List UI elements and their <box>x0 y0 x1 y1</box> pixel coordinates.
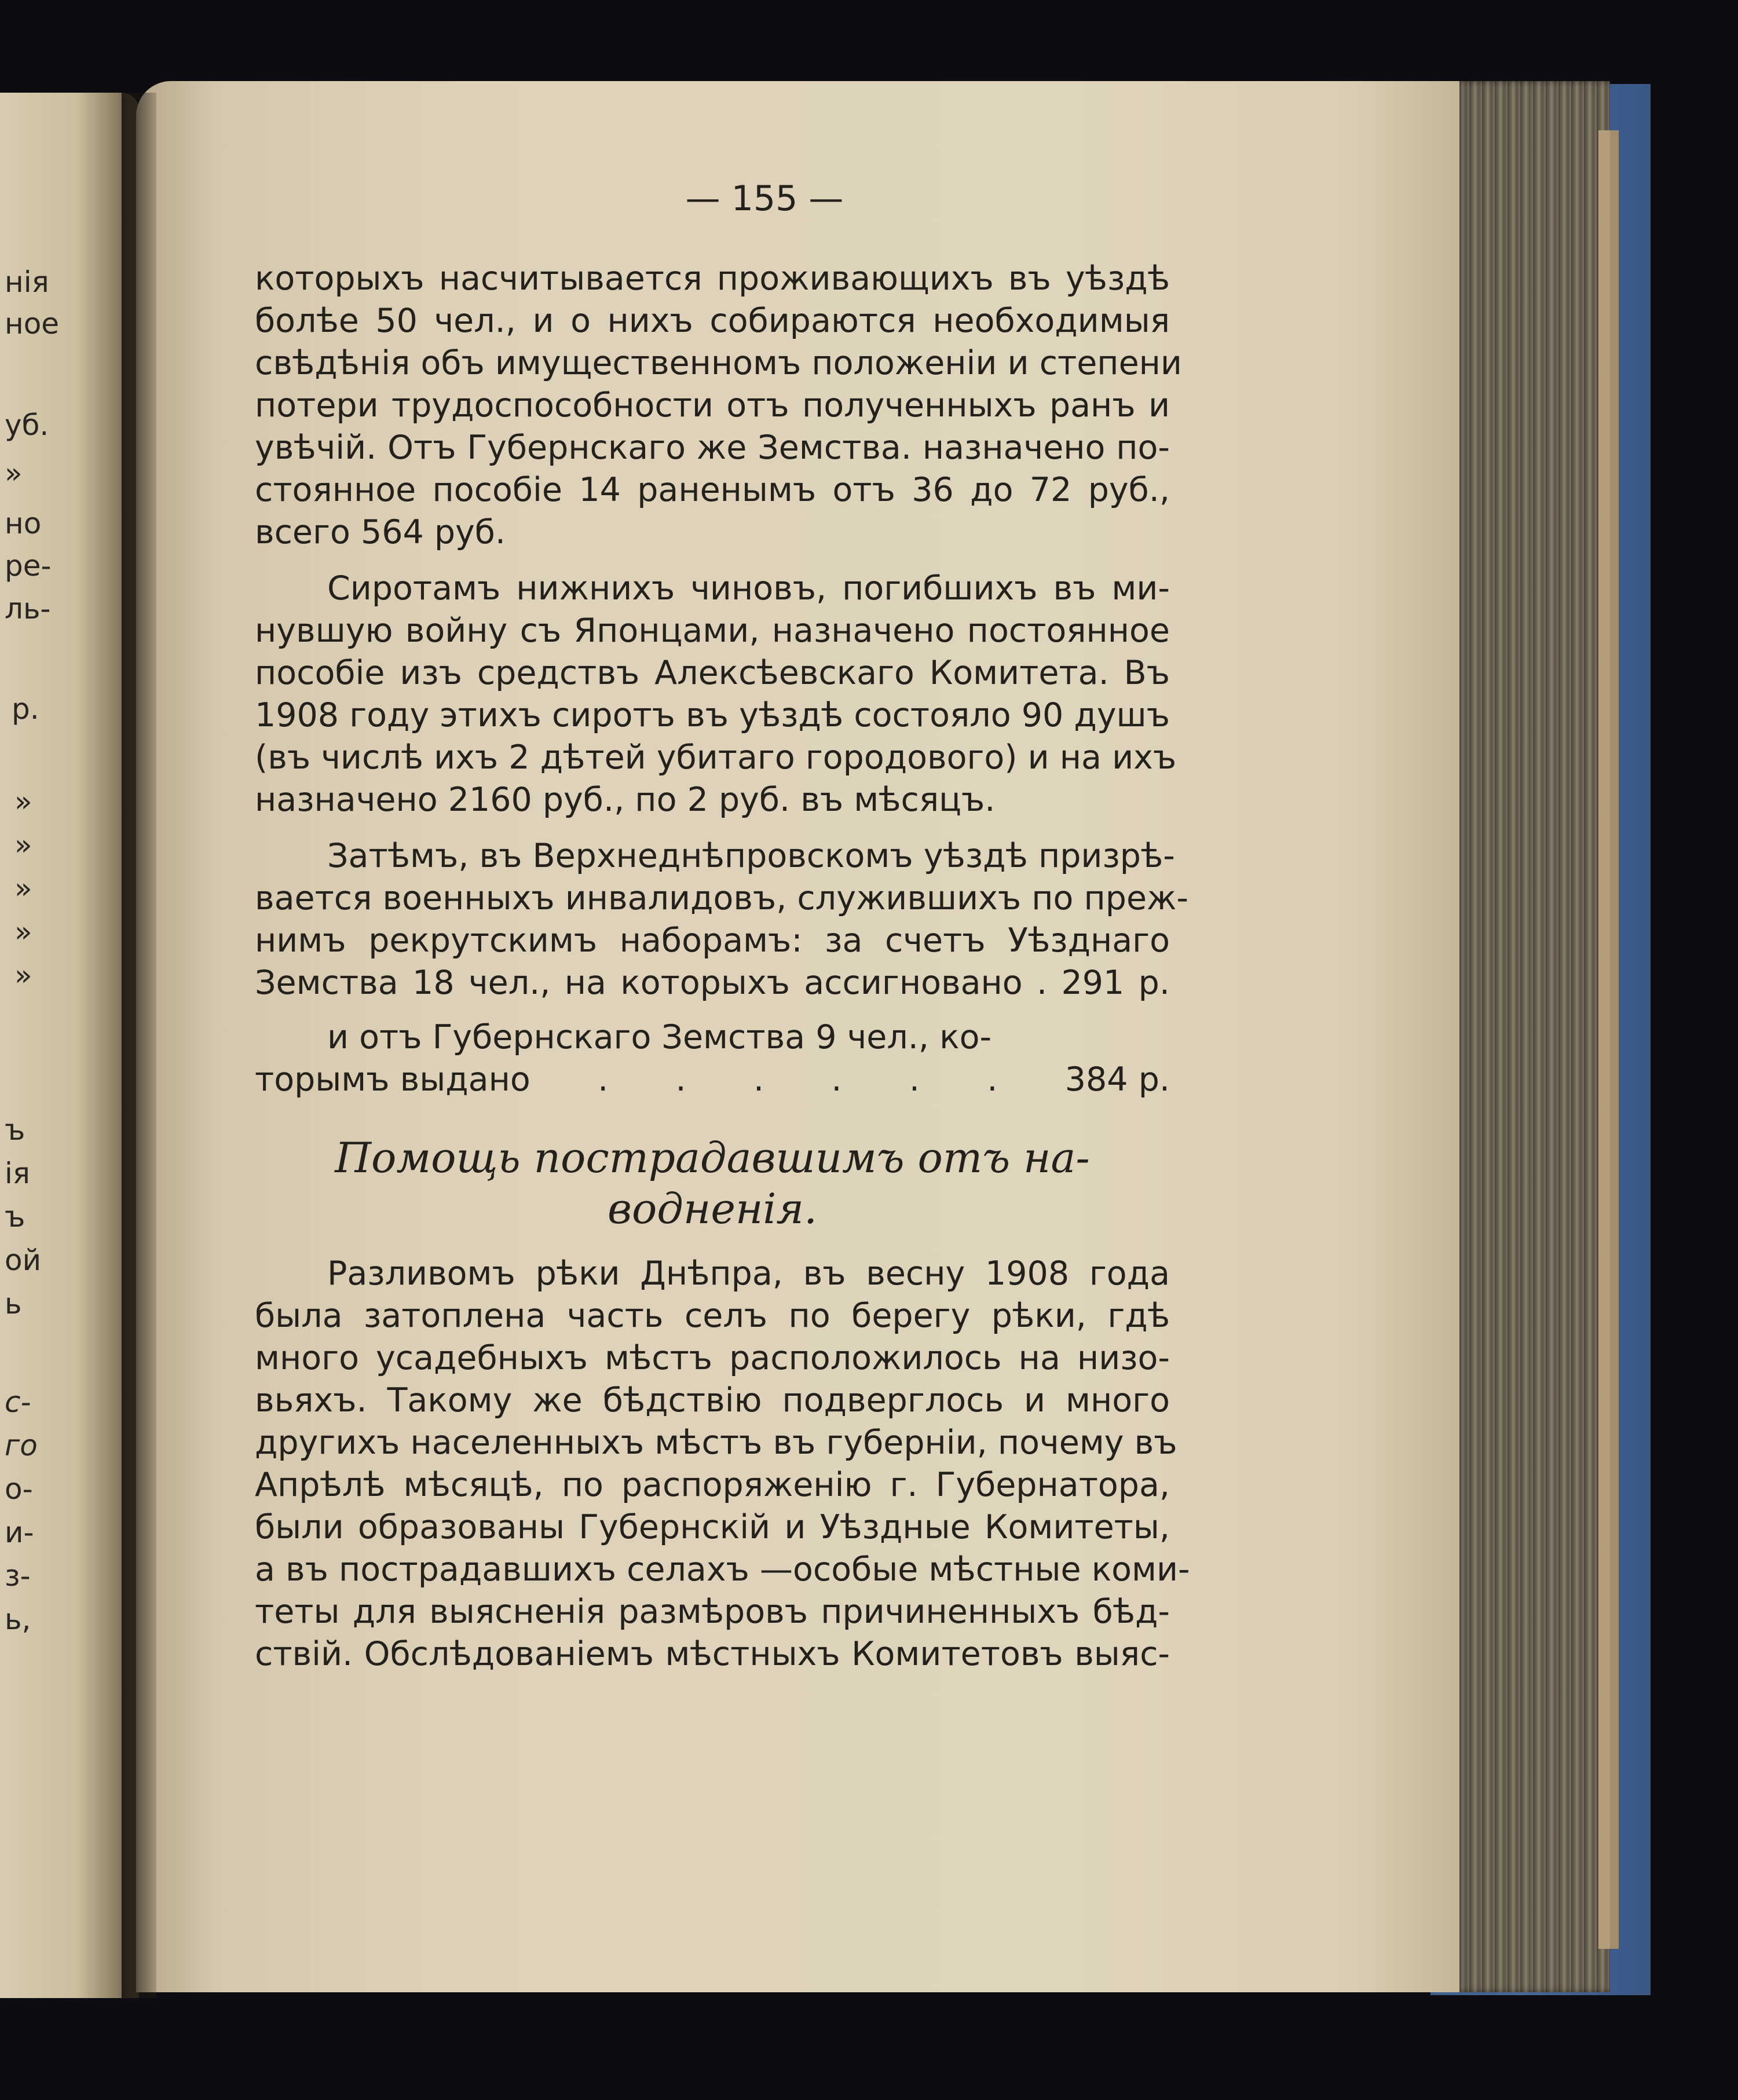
left-fragment: ъ <box>5 1113 25 1147</box>
text-line: Разливомъ рѣки Днѣпра, въ весну 1908 года <box>327 1254 1170 1293</box>
leader-dot: . <box>753 1060 764 1099</box>
left-fragment: » <box>14 958 32 992</box>
left-page <box>0 93 139 1998</box>
page-edges <box>1457 81 1610 1992</box>
left-fragment: и- <box>5 1516 34 1549</box>
text-line: теты для выясненія размѣровъ причиненныхъ бѣд- <box>255 1593 1170 1631</box>
paragraph-3 <box>255 835 1188 1004</box>
text-line: и отъ Губернскаго Земства 9 чел., ко- <box>327 1018 992 1056</box>
text-line: пособіе изъ средствъ Алексѣевскаго Комитета. Въ <box>255 654 1170 692</box>
heading-line: водненія. <box>608 1184 817 1233</box>
left-fragment: о- <box>5 1472 33 1506</box>
paragraph-4 <box>255 1016 1170 1101</box>
text-line: (въ числѣ ихъ 2 дѣтей убитаго городового) и на ихъ <box>255 738 1177 777</box>
leader-dot: . <box>909 1060 920 1099</box>
text-line: болѣе 50 чел., и о нихъ собираются необходимыя <box>255 302 1170 340</box>
heading-line: Помощь пострадавшимъ отъ на- <box>335 1133 1090 1182</box>
left-fragment: р. <box>12 692 39 726</box>
left-fragment: ль- <box>5 592 51 625</box>
text-line: были образованы Губернскій и Уѣздные Комитеты, <box>255 1508 1170 1546</box>
text-line: была затоплена часть селъ по берегу рѣки, гдѣ <box>255 1297 1170 1335</box>
text-line: Земства 18 чел., на которыхъ ассигновано . 291 р. <box>255 964 1170 1002</box>
text-line: много усадебныхъ мѣстъ расположилось на низо- <box>255 1339 1170 1377</box>
left-fragment: ное <box>5 307 60 341</box>
text-line: нимъ рекрутскимъ наборамъ: за счетъ Уѣзднаго <box>255 921 1170 960</box>
left-fragment: ъ <box>5 1200 25 1234</box>
left-fragment: ь, <box>5 1603 31 1636</box>
text-line: Апрѣлѣ мѣсяцѣ, по распоряженію г. Губернатора, <box>255 1466 1170 1504</box>
leader-dot: . <box>831 1060 842 1099</box>
text-line: потери трудоспособности отъ полученныхъ ранъ и <box>255 386 1170 425</box>
left-fragment: ія <box>5 1157 30 1190</box>
text-line: которыхъ насчитывается проживающихъ въ уѣздѣ <box>255 259 1170 298</box>
left-fragment: ой <box>5 1243 42 1277</box>
text-line: увѣчій. Отъ Губернскаго же Земства. назначено по- <box>255 429 1170 467</box>
amount-row-text: торымъ выдано <box>255 1060 530 1099</box>
paragraph-2 <box>255 568 1177 821</box>
left-fragment: уб. <box>5 408 49 442</box>
amount-row <box>255 1059 1170 1101</box>
text-line: а въ пострадавшихъ селахъ —особые мѣстные коми- <box>255 1550 1190 1589</box>
left-fragment: но <box>5 507 42 540</box>
text-line: Затѣмъ, въ Верхнеднѣпровскомъ уѣздѣ призрѣ- <box>327 837 1175 875</box>
leader-dot: . <box>675 1060 686 1099</box>
text-line: назначено 2160 руб., по 2 руб. въ мѣсяцъ. <box>255 781 996 819</box>
left-page-fragments <box>0 93 139 2004</box>
text-line: Сиротамъ нижнихъ чиновъ, погибшихъ въ ми- <box>327 569 1170 608</box>
text-line: вьяхъ. Такому же бѣдствію подверглось и много <box>255 1381 1170 1419</box>
left-fragment: з- <box>5 1559 31 1593</box>
cover-board-edge-inner <box>1610 130 1619 1949</box>
left-fragment: » <box>14 785 32 818</box>
leader-dot: . <box>598 1060 609 1099</box>
cover-board-edge <box>1598 130 1610 1949</box>
left-fragment: » <box>14 828 32 862</box>
paragraph-1 <box>255 258 1182 554</box>
text-line: всего 564 руб. <box>255 513 506 551</box>
left-fragment: с- <box>5 1385 31 1419</box>
section-heading <box>255 1132 1170 1234</box>
leader-dot: . <box>987 1060 998 1099</box>
left-fragment: » <box>5 456 23 490</box>
left-fragment: го <box>5 1429 38 1462</box>
left-fragment: ре- <box>5 549 52 583</box>
gutter-shadow <box>122 93 156 1998</box>
paragraph-5 <box>255 1253 1190 1675</box>
page-number: — 155 — <box>685 178 844 219</box>
amount-value: 384 р. <box>1064 1060 1170 1099</box>
left-fragment: » <box>14 872 32 905</box>
text-line: ствій. Обслѣдованіемъ мѣстныхъ Комитетовъ выяс- <box>255 1635 1170 1673</box>
text-line: нувшую войну съ Японцами, назначено постоянное <box>255 612 1170 650</box>
text-line: вается военныхъ инвалидовъ, служившихъ по преж- <box>255 879 1188 917</box>
text-line: стоянное пособіе 14 раненымъ отъ 36 до 72 руб., <box>255 471 1170 509</box>
text-line: другихъ населенныхъ мѣстъ въ губерніи, почему въ <box>255 1424 1177 1462</box>
left-fragment: ь <box>5 1287 22 1320</box>
text-line: 1908 году этихъ сиротъ въ уѣздѣ состояло 90 душъ <box>255 696 1170 734</box>
text-line: свѣдѣнія объ имущественномъ положеніи и степени <box>255 344 1182 382</box>
left-fragment: нія <box>5 265 49 299</box>
left-fragment: » <box>14 915 32 949</box>
